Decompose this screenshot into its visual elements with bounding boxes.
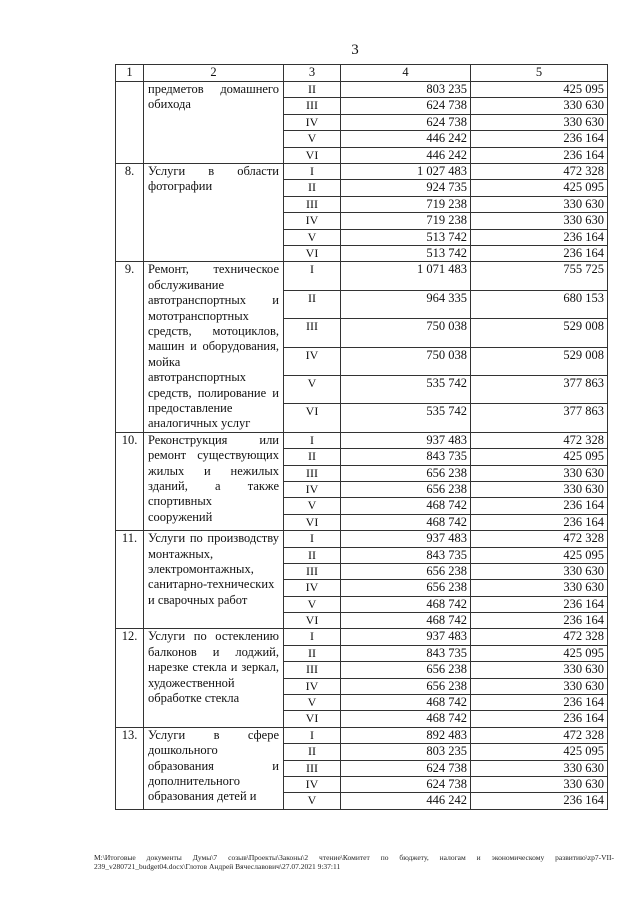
amount-col5: 529 008 [471,347,608,375]
zone-cell: I [284,432,341,448]
row-number: 13. [116,727,144,809]
zone-cell: II [284,744,341,760]
amount-col4: 624 738 [341,114,471,130]
zone-cell: IV [284,580,341,596]
row-number: 9. [116,262,144,432]
zone-cell: III [284,319,341,347]
amount-col4: 624 738 [341,98,471,114]
amount-col4: 1 027 483 [341,163,471,179]
amount-col5: 377 863 [471,375,608,403]
amount-col4: 535 742 [341,375,471,403]
amount-col5: 425 095 [471,645,608,661]
amount-col4: 803 235 [341,744,471,760]
zone-cell: VI [284,404,341,432]
zone-cell: III [284,563,341,579]
amount-col5: 472 328 [471,629,608,645]
header-cell: 5 [471,65,608,82]
zone-cell: V [284,498,341,514]
zone-cell: IV [284,481,341,497]
amount-col4: 750 038 [341,347,471,375]
service-name: Услуги в области фотографии [144,163,284,261]
document-footer-path: M:\Итоговые документы Думы\7 созыв\Проекты\Законы\2 чтение\Комитет по бюджету, налогам и экономическому развитию\zp7-VII-239_v280721_budget04.docx\Глотов Андрей Вячеславович\27.07.2021 9:37:11 [94,853,614,871]
amount-col5: 680 153 [471,290,608,318]
amount-col4: 924 735 [341,180,471,196]
amount-col4: 656 238 [341,563,471,579]
zone-cell: IV [284,678,341,694]
zone-cell: V [284,131,341,147]
amount-col4: 656 238 [341,580,471,596]
service-name: Реконструкция или ремонт существующих жилых и нежилых зданий, а также спортивных сооружений [144,432,284,530]
amount-col5: 755 725 [471,262,608,290]
table-row [116,629,608,645]
amount-col5: 236 164 [471,131,608,147]
amount-col4: 468 742 [341,711,471,727]
amount-col4: 446 242 [341,147,471,163]
amount-col5: 236 164 [471,793,608,809]
amount-col4: 624 738 [341,760,471,776]
zone-cell: III [284,196,341,212]
zone-cell: I [284,629,341,645]
amount-col4: 843 735 [341,449,471,465]
amount-col5: 330 630 [471,662,608,678]
amount-col5: 236 164 [471,147,608,163]
amount-col5: 236 164 [471,711,608,727]
amount-col5: 330 630 [471,580,608,596]
zone-cell: II [284,449,341,465]
row-number: 11. [116,531,144,629]
amount-col5: 529 008 [471,319,608,347]
amount-col5: 330 630 [471,465,608,481]
zone-cell: II [284,547,341,563]
row-number [116,82,144,164]
amount-col5: 377 863 [471,404,608,432]
amount-col4: 656 238 [341,678,471,694]
table-row [116,82,608,98]
zone-cell: V [284,695,341,711]
amount-col5: 330 630 [471,481,608,497]
amount-col4: 750 038 [341,319,471,347]
amount-col4: 843 735 [341,547,471,563]
service-name: Ремонт, техническое обслуживание автотранспортных и мототранспортных средств, мотоциклов, машин и оборудования, мойка автотранспортных средств, полирование и предоставление аналогичных услуг [144,262,284,432]
zone-cell: I [284,262,341,290]
page-number: 3 [351,42,359,58]
zone-cell: VI [284,147,341,163]
amount-col4: 719 238 [341,196,471,212]
amount-col4: 937 483 [341,629,471,645]
header-cell: 4 [341,65,471,82]
zone-cell: I [284,163,341,179]
amount-col5: 330 630 [471,114,608,130]
amount-col4: 892 483 [341,727,471,743]
amount-col5: 330 630 [471,760,608,776]
table-header-row [116,65,608,82]
amount-col5: 236 164 [471,596,608,612]
amount-col5: 425 095 [471,744,608,760]
amount-col5: 236 164 [471,514,608,530]
amount-col4: 656 238 [341,662,471,678]
amount-col5: 425 095 [471,547,608,563]
zone-cell: VI [284,514,341,530]
amount-col4: 468 742 [341,596,471,612]
table-row [116,727,608,743]
amount-col4: 624 738 [341,776,471,792]
amount-col5: 472 328 [471,432,608,448]
amount-col4: 468 742 [341,498,471,514]
zone-cell: VI [284,613,341,629]
amount-col4: 656 238 [341,481,471,497]
rates-table [115,64,608,810]
amount-col5: 236 164 [471,229,608,245]
zone-cell: III [284,760,341,776]
amount-col5: 425 095 [471,180,608,196]
zone-cell: III [284,98,341,114]
zone-cell: IV [284,114,341,130]
zone-cell: I [284,531,341,547]
header-cell: 3 [284,65,341,82]
amount-col5: 236 164 [471,695,608,711]
zone-cell: IV [284,776,341,792]
service-name: предметов домашнего обихода [144,82,284,164]
amount-col5: 425 095 [471,449,608,465]
amount-col4: 468 742 [341,514,471,530]
amount-col5: 330 630 [471,98,608,114]
table-row [116,432,608,448]
zone-cell: VI [284,711,341,727]
zone-cell: III [284,662,341,678]
zone-cell: VI [284,245,341,261]
amount-col4: 468 742 [341,613,471,629]
amount-col5: 330 630 [471,563,608,579]
zone-cell: V [284,596,341,612]
header-cell: 2 [144,65,284,82]
zone-cell: II [284,82,341,98]
table-row [116,262,608,290]
zone-cell: II [284,180,341,196]
row-number: 8. [116,163,144,261]
amount-col5: 330 630 [471,196,608,212]
zone-cell: I [284,727,341,743]
amount-col4: 656 238 [341,465,471,481]
amount-col5: 472 328 [471,727,608,743]
amount-col5: 236 164 [471,245,608,261]
zone-cell: V [284,375,341,403]
table-row [116,163,608,179]
amount-col4: 937 483 [341,432,471,448]
amount-col4: 1 071 483 [341,262,471,290]
zone-cell: V [284,229,341,245]
row-number: 12. [116,629,144,727]
amount-col4: 964 335 [341,290,471,318]
service-name: Услуги по производству монтажных, электромонтажных, санитарно-технических и сварочных работ [144,531,284,629]
amount-col4: 513 742 [341,229,471,245]
amount-col4: 843 735 [341,645,471,661]
amount-col4: 535 742 [341,404,471,432]
row-number: 10. [116,432,144,530]
zone-cell: III [284,465,341,481]
zone-cell: IV [284,347,341,375]
amount-col5: 425 095 [471,82,608,98]
zone-cell: IV [284,213,341,229]
header-cell: 1 [116,65,144,82]
service-name: Услуги в сфере дошкольного образования и дополнительного образования детей и [144,727,284,809]
service-name: Услуги по остеклению балконов и лоджий, нарезке стекла и зеркал, художественной обработке стекла [144,629,284,727]
amount-col4: 468 742 [341,695,471,711]
amount-col5: 236 164 [471,498,608,514]
amount-col5: 472 328 [471,163,608,179]
amount-col4: 446 242 [341,131,471,147]
zone-cell: II [284,290,341,318]
table-row [116,531,608,547]
zone-cell: V [284,793,341,809]
amount-col5: 472 328 [471,531,608,547]
amount-col4: 937 483 [341,531,471,547]
amount-col5: 330 630 [471,213,608,229]
amount-col5: 330 630 [471,678,608,694]
amount-col4: 719 238 [341,213,471,229]
amount-col4: 513 742 [341,245,471,261]
amount-col4: 803 235 [341,82,471,98]
amount-col5: 236 164 [471,613,608,629]
amount-col4: 446 242 [341,793,471,809]
amount-col5: 330 630 [471,776,608,792]
zone-cell: II [284,645,341,661]
